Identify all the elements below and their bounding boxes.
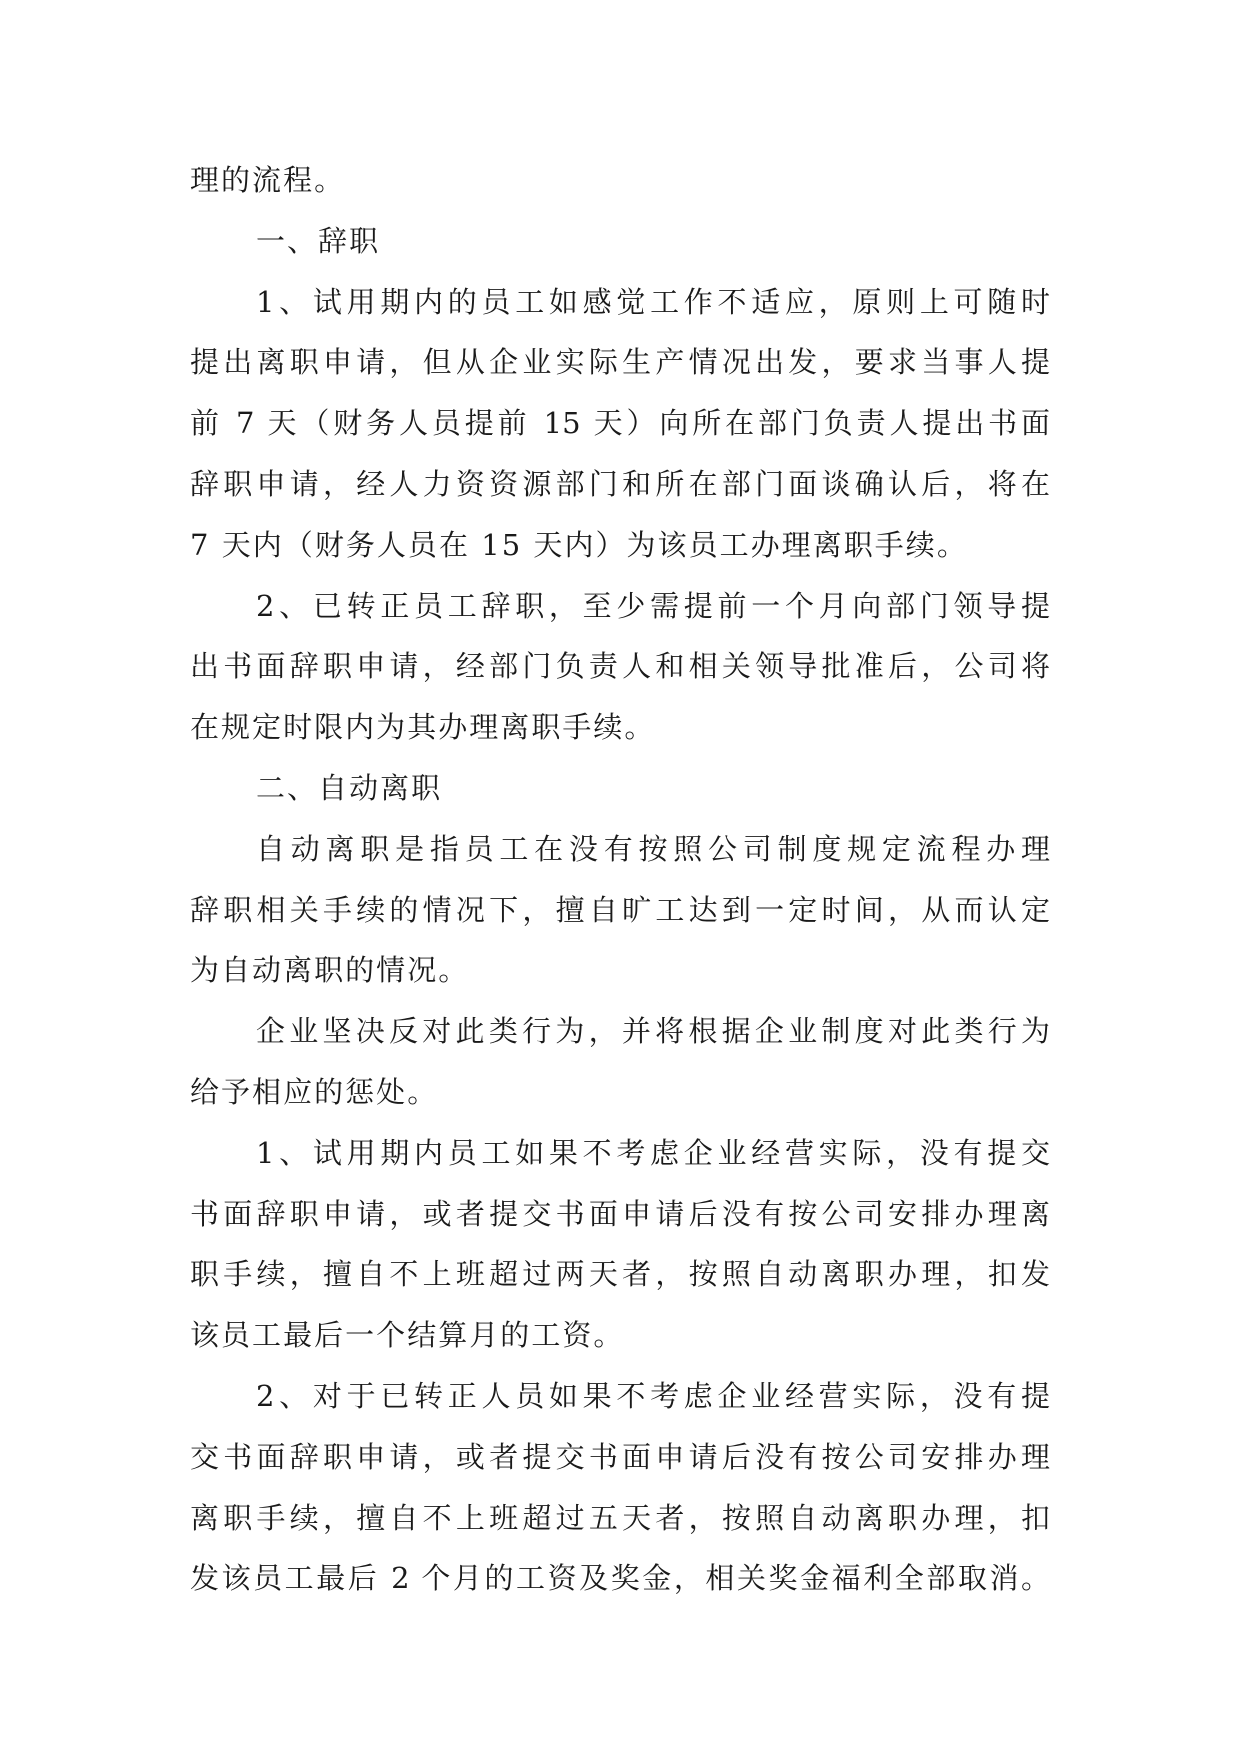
text-line: 职手续，擅自不上班超过两天者，按照自动离职办理，扣发 — [190, 1257, 1050, 1292]
text-line: 在规定时限内为其办理离职手续。 — [190, 710, 656, 745]
text-line: 前 7 天（财务人员提前 15 天）向所在部门负责人提出书面 — [190, 406, 1050, 441]
text-line: 1、试用期内员工如果不考虑企业经营实际，没有提交 — [256, 1135, 1050, 1170]
document-body — [190, 150, 1050, 1609]
text-line: 该员工最后一个结算月的工资。 — [190, 1318, 625, 1353]
text-line: 7 天内（财务人员在 15 天内）为该员工办理离职手续。 — [190, 527, 968, 562]
text-line: 给予相应的惩处。 — [190, 1074, 439, 1109]
text-line: 提出离职申请，但从企业实际生产情况出发，要求当事人提 — [190, 345, 1050, 380]
text-line: 企业坚决反对此类行为，并将根据企业制度对此类行为 — [256, 1014, 1050, 1049]
text-line: 自动离职是指员工在没有按照公司制度规定流程办理 — [256, 831, 1050, 866]
text-line: 2、对于已转正人员如果不考虑企业经营实际，没有提 — [256, 1378, 1050, 1413]
text-line: 离职手续，擅自不上班超过五天者，按照自动离职办理，扣 — [190, 1500, 1050, 1535]
section-heading: 一、辞职 — [256, 223, 381, 258]
section-heading: 二、自动离职 — [256, 770, 443, 805]
text-line: 辞职申请，经人力资资源部门和所在部门面谈确认后，将在 — [190, 466, 1050, 501]
text-line: 交书面辞职申请，或者提交书面申请后没有按公司安排办理 — [190, 1439, 1050, 1474]
text-line: 2、已转正员工辞职，至少需提前一个月向部门领导提 — [256, 588, 1050, 623]
text-line: 为自动离职的情况。 — [190, 953, 470, 988]
text-line: 出书面辞职申请，经部门负责人和相关领导批准后，公司将 — [190, 649, 1050, 684]
text-line: 发该员工最后 2 个月的工资及奖金，相关奖金福利全部取消。 — [190, 1561, 1050, 1596]
text-line: 辞职相关手续的情况下，擅自旷工达到一定时间，从而认定 — [190, 892, 1050, 927]
text-line: 1、试用期内的员工如感觉工作不适应，原则上可随时 — [256, 284, 1050, 319]
text-line: 理的流程。 — [190, 163, 346, 197]
text-line: 书面辞职申请，或者提交书面申请后没有按公司安排办理离 — [190, 1196, 1050, 1231]
